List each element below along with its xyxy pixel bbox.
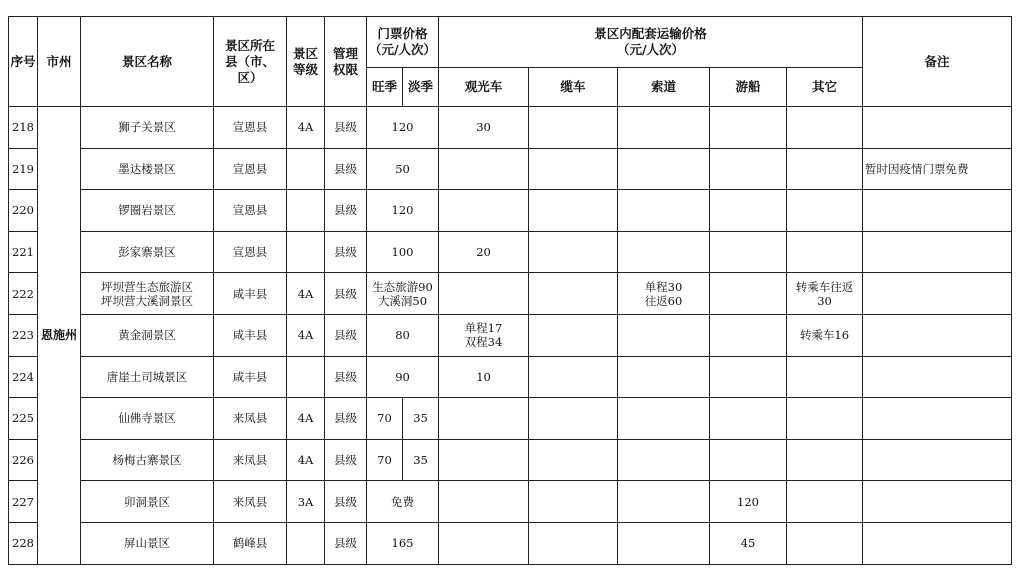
price-other: 转乘车16: [787, 314, 863, 356]
scenic-grade: 4A: [287, 273, 325, 315]
ticket-price: 100: [367, 231, 439, 273]
admin-level: 县级: [325, 522, 367, 564]
price-other: [787, 481, 863, 523]
header-idx: 序号: [9, 17, 38, 107]
admin-level: 县级: [325, 356, 367, 398]
county-name: 来凤县: [214, 398, 287, 440]
scenic-name: 狮子关景区: [81, 107, 214, 149]
price-bus: 10: [439, 356, 529, 398]
price-rope: 单程30 往返60: [618, 273, 710, 315]
county-name: 咸丰县: [214, 273, 287, 315]
scenic-name: 黄金洞景区: [81, 314, 214, 356]
note: [863, 231, 1012, 273]
price-boat: [710, 356, 787, 398]
price-rope: [618, 148, 710, 190]
table-row: [9, 522, 1012, 564]
header-bus: 观光车: [439, 68, 529, 107]
header-note: 备注: [863, 17, 1012, 107]
note: [863, 273, 1012, 315]
county-name: 咸丰县: [214, 356, 287, 398]
scenic-name: 卯洞景区: [81, 481, 214, 523]
price-cable: [529, 314, 618, 356]
note: [863, 356, 1012, 398]
ticket-off: 35: [403, 398, 439, 440]
price-bus: 30: [439, 107, 529, 149]
admin-level: 县级: [325, 481, 367, 523]
note: [863, 398, 1012, 440]
ticket-price: 生态旅游90 大溪洞50: [367, 273, 439, 315]
admin-level: 县级: [325, 273, 367, 315]
header-name: 景区名称: [81, 17, 214, 107]
table-row: [9, 273, 1012, 315]
scenic-name: 坪坝营生态旅游区 坪坝营大溪洞景区: [81, 273, 214, 315]
price-other: [787, 231, 863, 273]
scenic-price-table: [8, 16, 1012, 565]
scenic-grade: 4A: [287, 107, 325, 149]
header-grade: 景区 等级: [287, 17, 325, 107]
header-off: 淡季: [403, 68, 439, 107]
ticket-peak: 70: [367, 398, 403, 440]
admin-level: 县级: [325, 314, 367, 356]
price-boat: [710, 439, 787, 481]
note: [863, 481, 1012, 523]
price-boat: [710, 148, 787, 190]
admin-level: 县级: [325, 107, 367, 149]
price-rope: [618, 439, 710, 481]
header-transport: 景区内配套运输价格 （元/人次）: [439, 17, 863, 68]
county-name: 来凤县: [214, 481, 287, 523]
price-other: [787, 107, 863, 149]
header-other: 其它: [787, 68, 863, 107]
note: [863, 107, 1012, 149]
county-name: 来凤县: [214, 439, 287, 481]
county-name: 宣恩县: [214, 107, 287, 149]
price-other: [787, 356, 863, 398]
scenic-grade: 4A: [287, 314, 325, 356]
header-boat: 游船: [710, 68, 787, 107]
note: [863, 190, 1012, 232]
price-rope: [618, 190, 710, 232]
admin-level: 县级: [325, 398, 367, 440]
table-row: [9, 481, 1012, 523]
ticket-price: 免费: [367, 481, 439, 523]
ticket-price: 50: [367, 148, 439, 190]
price-other: [787, 439, 863, 481]
row-index: 223: [9, 314, 38, 356]
price-boat: [710, 190, 787, 232]
table-body: [9, 107, 1012, 565]
price-other: [787, 148, 863, 190]
table-row: [9, 398, 1012, 440]
header-admin: 管理 权限: [325, 17, 367, 107]
table-row: [9, 439, 1012, 481]
admin-level: 县级: [325, 148, 367, 190]
admin-level: 县级: [325, 190, 367, 232]
city-cell: 恩施州: [38, 107, 81, 565]
county-name: 咸丰县: [214, 314, 287, 356]
ticket-price: 90: [367, 356, 439, 398]
price-other: [787, 190, 863, 232]
scenic-grade: 4A: [287, 398, 325, 440]
header-peak: 旺季: [367, 68, 403, 107]
scenic-name: 屏山景区: [81, 522, 214, 564]
county-name: 宣恩县: [214, 231, 287, 273]
scenic-name: 墨达楼景区: [81, 148, 214, 190]
price-bus: [439, 522, 529, 564]
ticket-price: 165: [367, 522, 439, 564]
price-other: [787, 522, 863, 564]
ticket-off: 35: [403, 439, 439, 481]
price-bus: [439, 481, 529, 523]
price-rope: [618, 481, 710, 523]
table-row: [9, 314, 1012, 356]
row-index: 224: [9, 356, 38, 398]
header-county: 景区所在 县（市、 区）: [214, 17, 287, 107]
price-other: 转乘车往返 30: [787, 273, 863, 315]
row-index: 228: [9, 522, 38, 564]
scenic-grade: [287, 148, 325, 190]
price-bus: 20: [439, 231, 529, 273]
table-row: [9, 231, 1012, 273]
scenic-grade: [287, 522, 325, 564]
scenic-grade: 4A: [287, 439, 325, 481]
price-boat: [710, 398, 787, 440]
ticket-price: 120: [367, 107, 439, 149]
ticket-price: 80: [367, 314, 439, 356]
price-bus: 单程17 双程34: [439, 314, 529, 356]
price-rope: [618, 522, 710, 564]
county-name: 鹤峰县: [214, 522, 287, 564]
price-cable: [529, 148, 618, 190]
scenic-name: 彭家寨景区: [81, 231, 214, 273]
price-cable: [529, 522, 618, 564]
price-boat: 45: [710, 522, 787, 564]
price-bus: [439, 273, 529, 315]
price-rope: [618, 231, 710, 273]
admin-level: 县级: [325, 439, 367, 481]
row-index: 227: [9, 481, 38, 523]
price-cable: [529, 356, 618, 398]
price-boat: [710, 231, 787, 273]
county-name: 宣恩县: [214, 190, 287, 232]
scenic-name: 杨梅古寨景区: [81, 439, 214, 481]
scenic-grade: 3A: [287, 481, 325, 523]
table-row: [9, 190, 1012, 232]
header-ticket: 门票价格 （元/人次）: [367, 17, 439, 68]
header-rope: 索道: [618, 68, 710, 107]
price-cable: [529, 107, 618, 149]
header-cable: 缆车: [529, 68, 618, 107]
price-bus: [439, 398, 529, 440]
price-rope: [618, 356, 710, 398]
scenic-name: 锣圈岩景区: [81, 190, 214, 232]
ticket-price: 120: [367, 190, 439, 232]
price-cable: [529, 439, 618, 481]
table-row: [9, 356, 1012, 398]
note: 暂时因疫情门票免费: [863, 148, 1012, 190]
price-boat: 120: [710, 481, 787, 523]
note: [863, 522, 1012, 564]
table-row: [9, 148, 1012, 190]
row-index: 222: [9, 273, 38, 315]
row-index: 219: [9, 148, 38, 190]
row-index: 220: [9, 190, 38, 232]
price-rope: [618, 107, 710, 149]
scenic-grade: [287, 231, 325, 273]
price-rope: [618, 314, 710, 356]
price-cable: [529, 231, 618, 273]
row-index: 218: [9, 107, 38, 149]
scenic-grade: [287, 356, 325, 398]
price-boat: [710, 314, 787, 356]
scenic-name: 仙佛寺景区: [81, 398, 214, 440]
admin-level: 县级: [325, 231, 367, 273]
scenic-name: 唐崖土司城景区: [81, 356, 214, 398]
county-name: 宣恩县: [214, 148, 287, 190]
price-bus: [439, 148, 529, 190]
price-cable: [529, 273, 618, 315]
note: [863, 439, 1012, 481]
price-cable: [529, 398, 618, 440]
table-row: [9, 107, 1012, 149]
price-bus: [439, 439, 529, 481]
header-city: 市州: [38, 17, 81, 107]
price-boat: [710, 107, 787, 149]
price-other: [787, 398, 863, 440]
price-cable: [529, 190, 618, 232]
price-cable: [529, 481, 618, 523]
price-rope: [618, 398, 710, 440]
row-index: 226: [9, 439, 38, 481]
row-index: 225: [9, 398, 38, 440]
price-bus: [439, 190, 529, 232]
note: [863, 314, 1012, 356]
ticket-peak: 70: [367, 439, 403, 481]
price-boat: [710, 273, 787, 315]
scenic-grade: [287, 190, 325, 232]
row-index: 221: [9, 231, 38, 273]
